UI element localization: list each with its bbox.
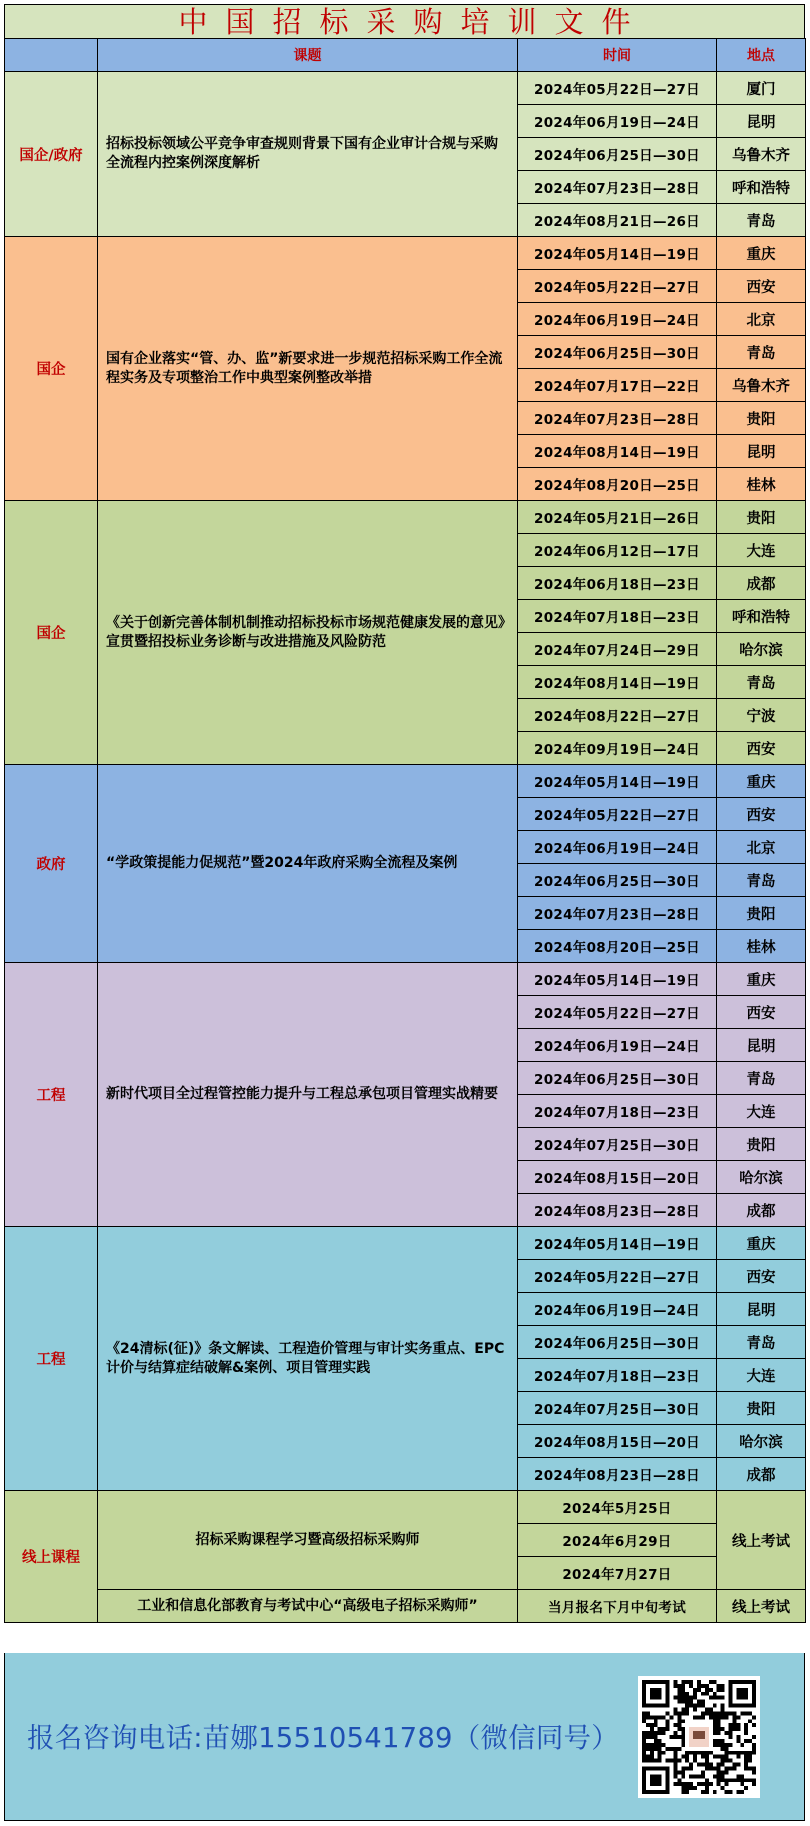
- date-cell: 2024年07月18日—23日: [518, 1359, 717, 1392]
- date-cell: 2024年06月25日—30日: [518, 138, 717, 171]
- date-cell: 2024年08月14日—19日: [518, 435, 717, 468]
- category-cell: 国企: [5, 237, 98, 501]
- location-cell: 成都: [717, 1458, 806, 1491]
- date-cell: 2024年08月23日—28日: [518, 1458, 717, 1491]
- location-cell: 青岛: [717, 1062, 806, 1095]
- date-cell: 2024年08月20日—25日: [518, 468, 717, 501]
- location-cell: 线上考试: [717, 1491, 806, 1590]
- location-cell: 昆明: [717, 435, 806, 468]
- table-row: [5, 963, 806, 996]
- location-cell: 大连: [717, 1359, 806, 1392]
- date-cell: 2024年05月14日—19日: [518, 963, 717, 996]
- location-cell: 西安: [717, 732, 806, 765]
- header-topic: 课题: [98, 39, 518, 72]
- date-cell: 2024年06月12日—17日: [518, 534, 717, 567]
- topic-cell: “学政策提能力促规范”暨2024年政府采购全流程及案例: [98, 765, 518, 963]
- category-cell: 工程: [5, 1227, 98, 1491]
- contact-panel: [4, 1653, 805, 1821]
- date-cell: 2024年6月29日: [518, 1524, 717, 1557]
- header-time: 时间: [518, 39, 717, 72]
- table-row: [5, 237, 806, 270]
- location-cell: 大连: [717, 534, 806, 567]
- date-cell: 2024年08月20日—25日: [518, 930, 717, 963]
- date-cell: 2024年08月14日—19日: [518, 666, 717, 699]
- qr-code-icon: [638, 1676, 760, 1798]
- location-cell: 西安: [717, 270, 806, 303]
- topic-cell: 招标采购课程学习暨高级招标采购师: [98, 1491, 518, 1590]
- date-cell: 2024年7月27日: [518, 1557, 717, 1590]
- date-cell: 2024年07月23日—28日: [518, 897, 717, 930]
- category-cell: 国企/政府: [5, 72, 98, 237]
- date-cell: 2024年06月19日—24日: [518, 1029, 717, 1062]
- category-cell: 工程: [5, 963, 98, 1227]
- topic-cell: 《24清标(征)》条文解读、工程造价管理与审计实务重点、EPC计价与结算症结破解&案例、项目管理实践: [98, 1227, 518, 1491]
- location-cell: 西安: [717, 996, 806, 1029]
- location-cell: 昆明: [717, 105, 806, 138]
- location-cell: 西安: [717, 1260, 806, 1293]
- topic-cell: 《关于创新完善体制机制推动招标投标市场规范健康发展的意见》宣贯暨招投标业务诊断与改进措施及风险防范: [98, 501, 518, 765]
- location-cell: 西安: [717, 798, 806, 831]
- location-cell: 贵阳: [717, 501, 806, 534]
- category-cell: 线上课程: [5, 1491, 98, 1623]
- location-cell: 贵阳: [717, 897, 806, 930]
- location-cell: 重庆: [717, 237, 806, 270]
- location-cell: 乌鲁木齐: [717, 138, 806, 171]
- location-cell: 呼和浩特: [717, 600, 806, 633]
- date-cell: 2024年05月14日—19日: [518, 1227, 717, 1260]
- location-cell: 成都: [717, 567, 806, 600]
- table-row: [5, 72, 806, 105]
- location-cell: 昆明: [717, 1293, 806, 1326]
- category-cell: 政府: [5, 765, 98, 963]
- header-location: 地点: [717, 39, 806, 72]
- location-cell: 哈尔滨: [717, 1161, 806, 1194]
- date-cell: 2024年07月17日—22日: [518, 369, 717, 402]
- location-cell: 贵阳: [717, 1128, 806, 1161]
- schedule-table: [4, 38, 806, 1623]
- contact-phone-text: 报名咨询电话:苗娜15510541789（微信同号）: [27, 1722, 619, 1754]
- date-cell: 2024年07月25日—30日: [518, 1128, 717, 1161]
- topic-cell: 新时代项目全过程管控能力提升与工程总承包项目管理实战精要: [98, 963, 518, 1227]
- date-cell: 2024年06月25日—30日: [518, 1062, 717, 1095]
- location-cell: 北京: [717, 303, 806, 336]
- location-cell: 北京: [717, 831, 806, 864]
- date-cell: 2024年06月25日—30日: [518, 336, 717, 369]
- topic-cell: 国有企业落实“管、办、监”新要求进一步规范招标采购工作全流程实务及专项整治工作中典型案例整改举措: [98, 237, 518, 501]
- date-cell: 2024年07月23日—28日: [518, 402, 717, 435]
- time-cell: 当月报名下月中旬考试: [518, 1590, 717, 1623]
- date-cell: 2024年08月15日—20日: [518, 1161, 717, 1194]
- topic-cell: 工业和信息化部教育与考试中心“高级电子招标采购师”: [98, 1590, 518, 1623]
- location-cell: 青岛: [717, 336, 806, 369]
- location-cell: 呼和浩特: [717, 171, 806, 204]
- location-cell: 成都: [717, 1194, 806, 1227]
- date-cell: 2024年07月25日—30日: [518, 1392, 717, 1425]
- date-cell: 2024年08月15日—20日: [518, 1425, 717, 1458]
- date-cell: 2024年07月18日—23日: [518, 600, 717, 633]
- location-cell: 哈尔滨: [717, 1425, 806, 1458]
- date-cell: 2024年05月14日—19日: [518, 765, 717, 798]
- location-cell: 宁波: [717, 699, 806, 732]
- location-cell: 贵阳: [717, 1392, 806, 1425]
- date-cell: 2024年05月22日—27日: [518, 1260, 717, 1293]
- date-cell: 2024年5月25日: [518, 1491, 717, 1524]
- date-cell: 2024年06月19日—24日: [518, 303, 717, 336]
- table-row: [5, 765, 806, 798]
- location-cell: 青岛: [717, 666, 806, 699]
- location-cell: 重庆: [717, 765, 806, 798]
- location-cell: 重庆: [717, 963, 806, 996]
- header-category: [5, 39, 98, 72]
- date-cell: 2024年06月19日—24日: [518, 105, 717, 138]
- date-cell: 2024年06月19日—24日: [518, 1293, 717, 1326]
- category-cell: 国企: [5, 501, 98, 765]
- date-cell: 2024年06月19日—24日: [518, 831, 717, 864]
- table-row: [5, 1227, 806, 1260]
- location-cell: 桂林: [717, 930, 806, 963]
- date-cell: 2024年08月23日—28日: [518, 1194, 717, 1227]
- date-cell: 2024年05月21日—26日: [518, 501, 717, 534]
- date-cell: 2024年05月22日—27日: [518, 72, 717, 105]
- page-title: 中国招标采购培训文件: [4, 4, 805, 38]
- location-cell: 大连: [717, 1095, 806, 1128]
- date-cell: 2024年05月14日—19日: [518, 237, 717, 270]
- location-cell: 青岛: [717, 1326, 806, 1359]
- location-cell: 重庆: [717, 1227, 806, 1260]
- location-cell: 昆明: [717, 1029, 806, 1062]
- date-cell: 2024年06月25日—30日: [518, 864, 717, 897]
- location-cell: 青岛: [717, 864, 806, 897]
- table-row: [5, 1491, 806, 1524]
- date-cell: 2024年07月23日—28日: [518, 171, 717, 204]
- location-cell: 贵阳: [717, 402, 806, 435]
- date-cell: 2024年08月21日—26日: [518, 204, 717, 237]
- date-cell: 2024年05月22日—27日: [518, 996, 717, 1029]
- location-cell: 青岛: [717, 204, 806, 237]
- date-cell: 2024年06月25日—30日: [518, 1326, 717, 1359]
- date-cell: 2024年07月18日—23日: [518, 1095, 717, 1128]
- location-cell: 线上考试: [717, 1590, 806, 1623]
- location-cell: 哈尔滨: [717, 633, 806, 666]
- header-row: [5, 39, 806, 72]
- date-cell: 2024年07月24日—29日: [518, 633, 717, 666]
- date-cell: 2024年05月22日—27日: [518, 798, 717, 831]
- location-cell: 桂林: [717, 468, 806, 501]
- date-cell: 2024年09月19日—24日: [518, 732, 717, 765]
- date-cell: 2024年08月22日—27日: [518, 699, 717, 732]
- table-row: [5, 501, 806, 534]
- location-cell: 乌鲁木齐: [717, 369, 806, 402]
- topic-cell: 招标投标领域公平竞争审查规则背景下国有企业审计合规与采购全流程内控案例深度解析: [98, 72, 518, 237]
- location-cell: 厦门: [717, 72, 806, 105]
- date-cell: 2024年06月18日—23日: [518, 567, 717, 600]
- date-cell: 2024年05月22日—27日: [518, 270, 717, 303]
